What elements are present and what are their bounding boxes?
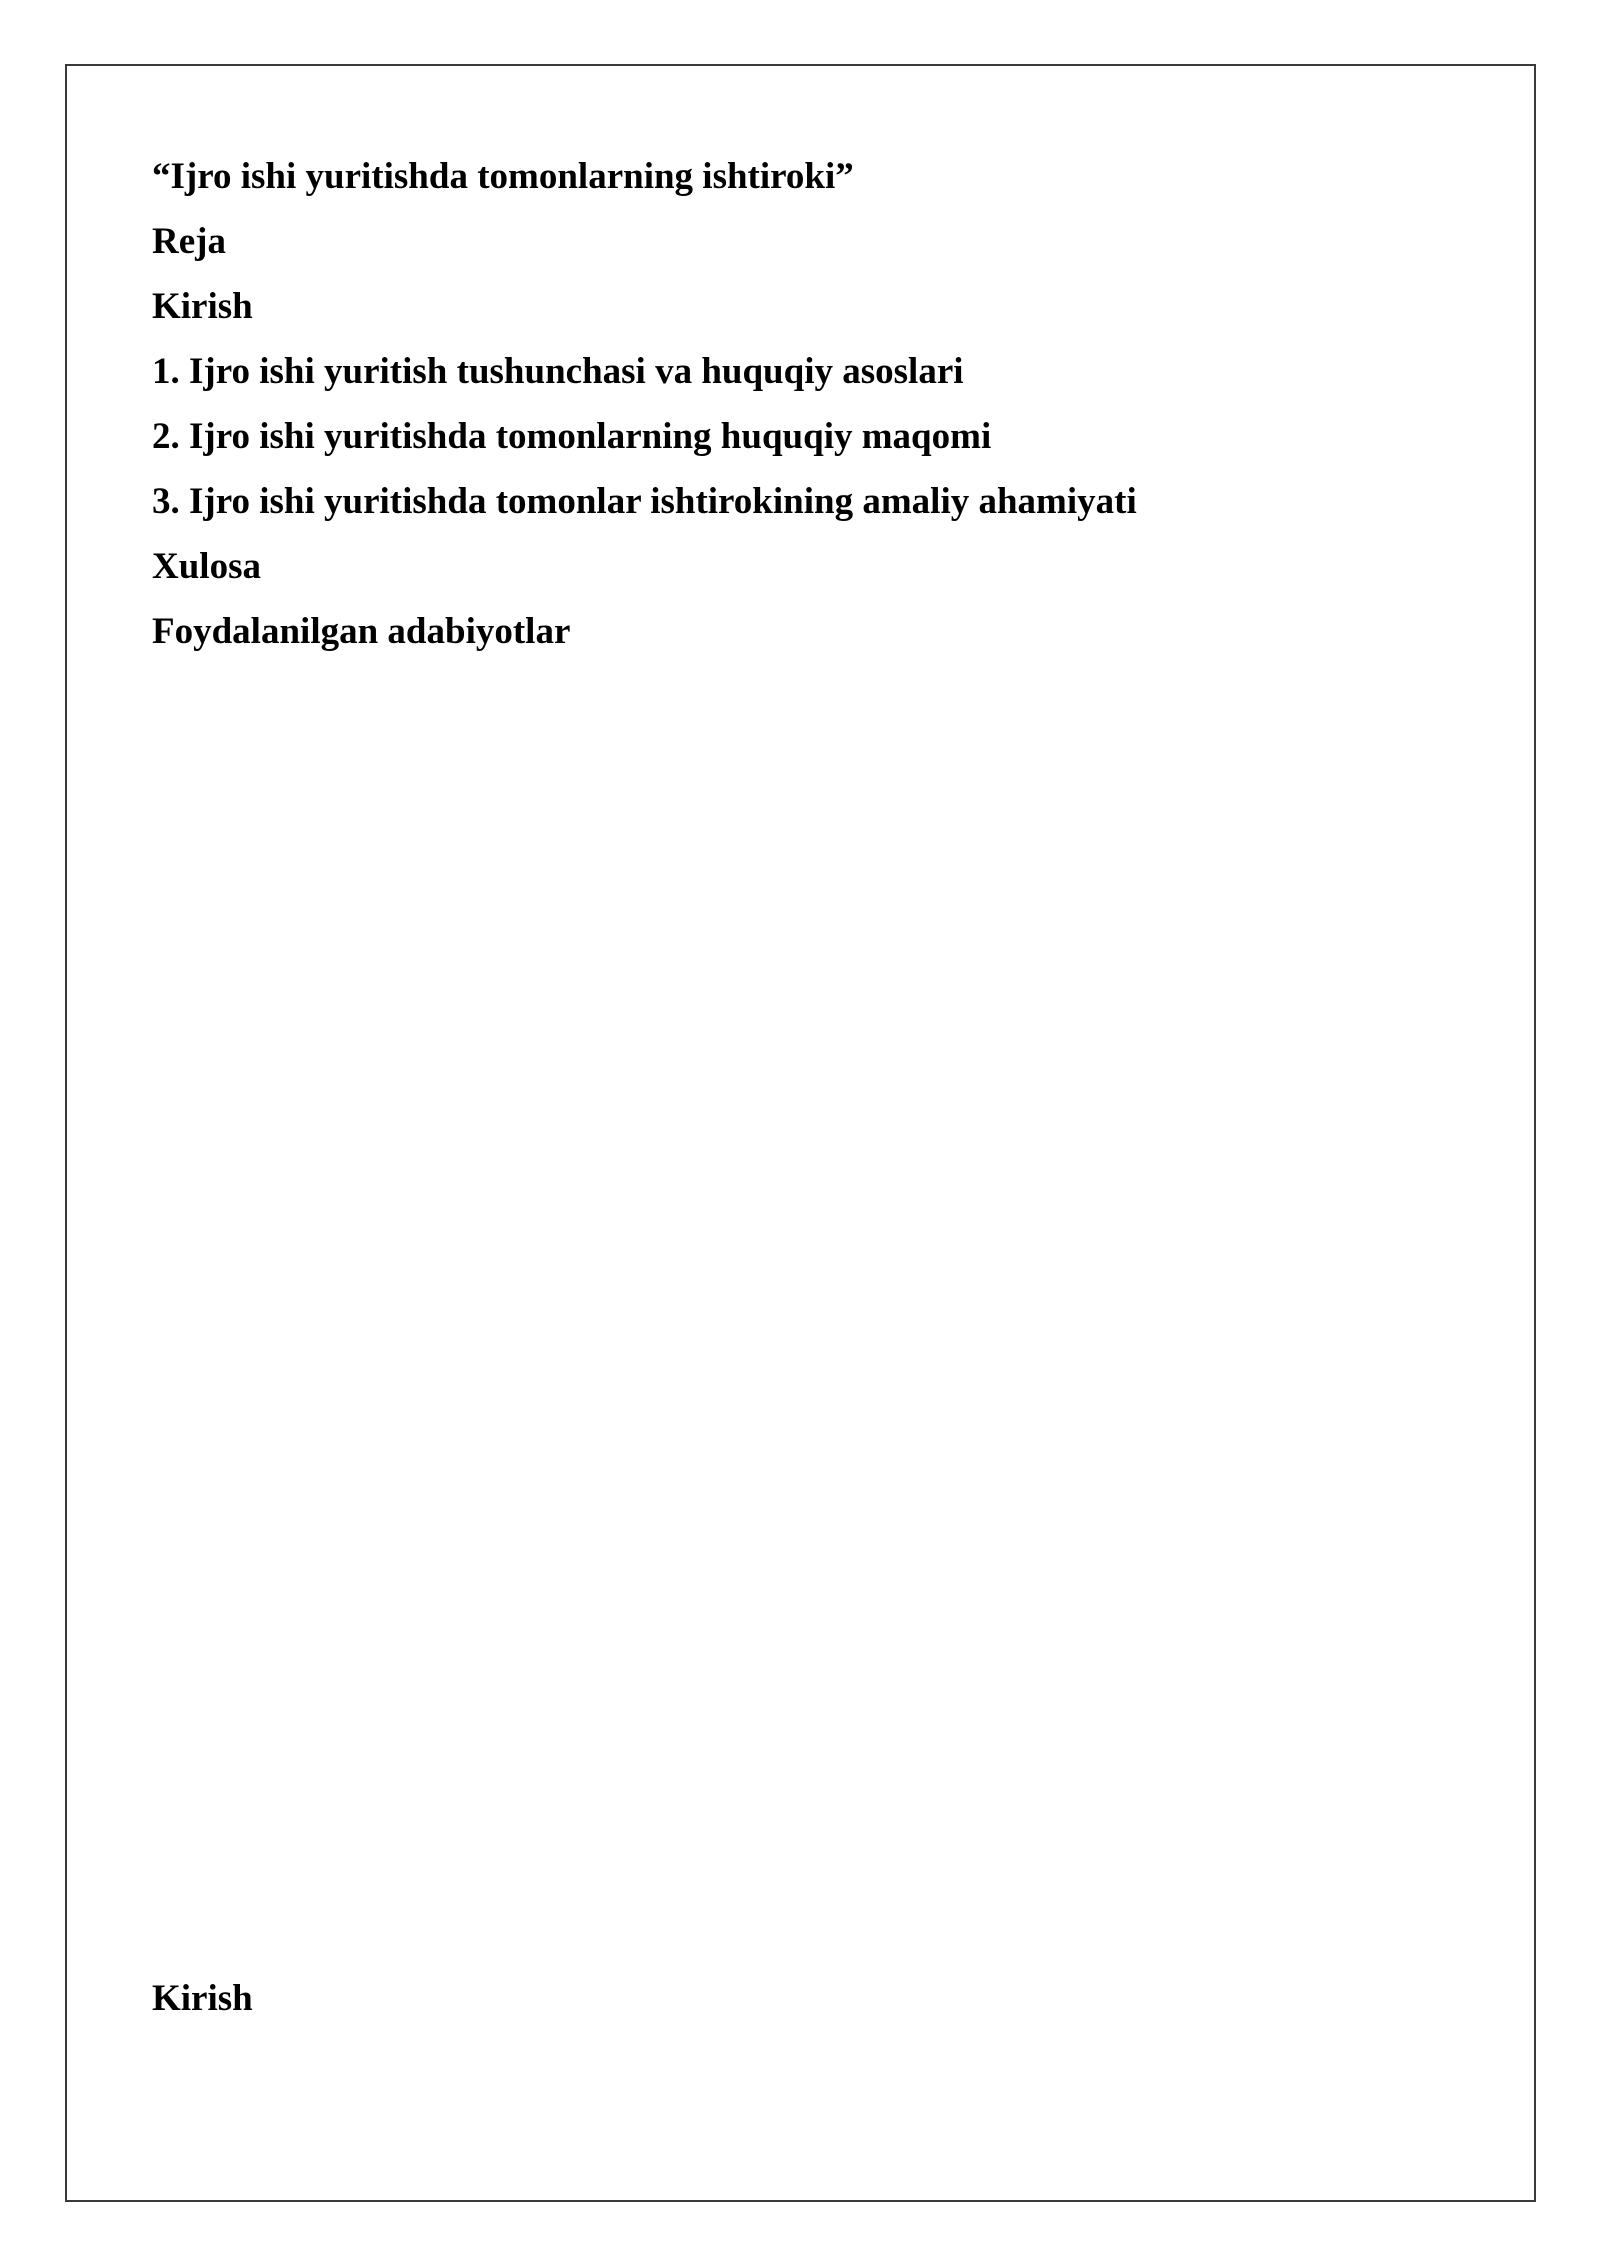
plan-heading: Reja: [152, 221, 226, 262]
plan-item-3: 3. Ijro ishi yuritishda tomonlar ishtirokining amaliy ahamiyati: [152, 481, 1137, 522]
document-title: “Ijro ishi yuritishda tomonlarning ishtiroki”: [152, 156, 854, 197]
plan-item-2: 2. Ijro ishi yuritishda tomonlarning huquqiy maqomi: [152, 416, 992, 457]
plan-item-introduction: Kirish: [152, 286, 253, 327]
plan-item-1: 1. Ijro ishi yuritish tushunchasi va huquqiy asoslari: [152, 351, 964, 392]
section-heading-introduction: Kirish: [152, 1978, 253, 2019]
plan-item-conclusion: Xulosa: [152, 546, 261, 587]
plan-item-references: Foydalanilgan adabiyotlar: [152, 611, 571, 652]
